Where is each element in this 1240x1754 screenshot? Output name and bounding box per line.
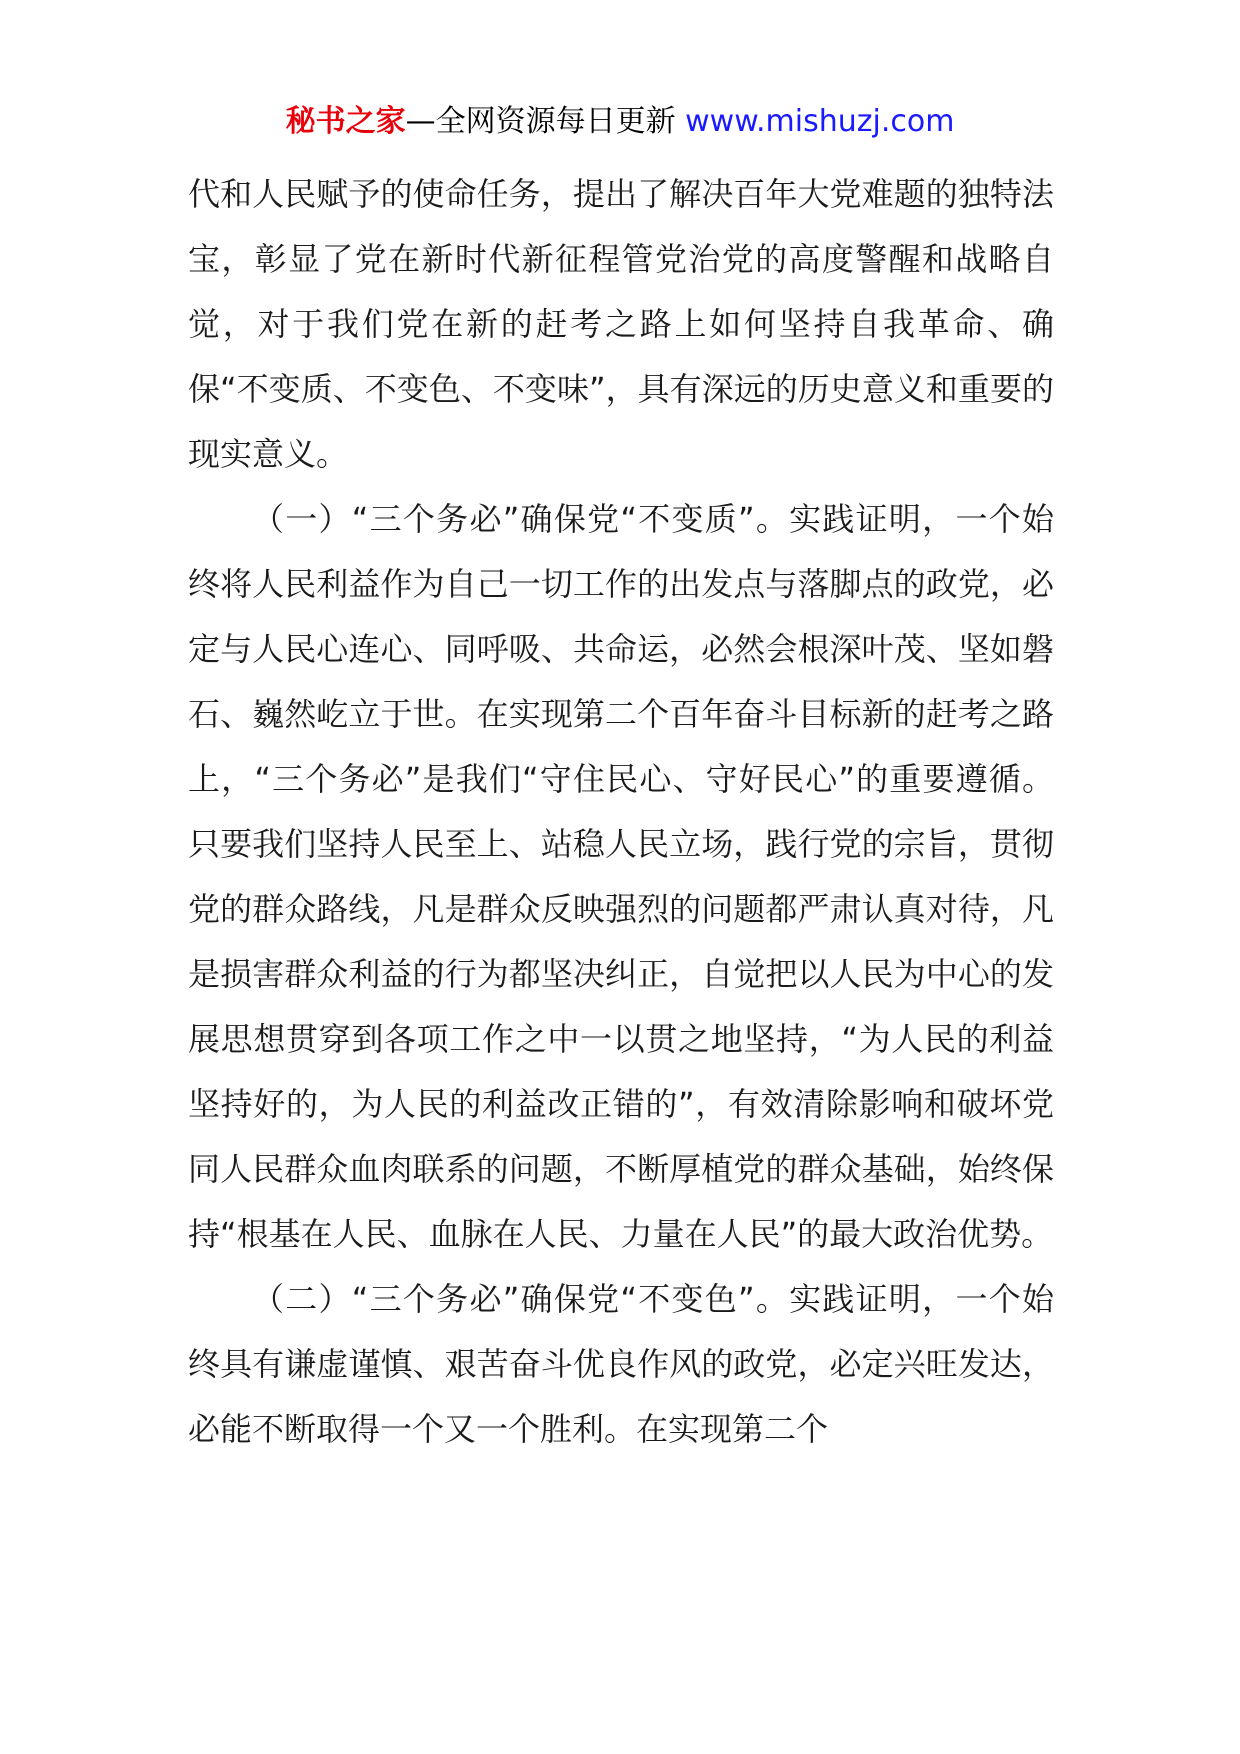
header-brand: 秘书之家	[285, 104, 406, 139]
paragraph-section-two: （二）“三个务必”确保党“不变色”。实践证明，一个始终具有谦虚谨慎、艰苦奋斗优良作风的政党，必定兴旺发达，必能不断取得一个又一个胜利。在实现第二个	[188, 1280, 1054, 1448]
document-body	[188, 162, 1054, 1462]
header-url-link[interactable]: www.mishuzj.com	[685, 104, 955, 139]
paragraph-section-one: （一）“三个务必”确保党“不变质”。实践证明，一个始终将人民利益作为自己一切工作的出发点与落脚点的政党，必定与人民心连心、同呼吸、共命运，必然会根深叶茂、坚如磐石、巍然屹立于世。在实现第二个百年奋斗目标新的赶考之路上，“三个务必”是我们“守住民心、守好民心”的重要遵循。只要我们坚持人民至上、站稳人民立场，践行党的宗旨，贯彻党的群众路线，凡是群众反映强烈的问题都严肃认真对待，凡是损害群众利益的行为都坚决纠正，自觉把以人民为中心的发展思想贯穿到各项工作之中一以贯之地坚持，“为人民的利益坚持好的，为人民的利益改正错的”，有效清除影响和破坏党同人民群众血肉联系的问题，不断厚植党的群众基础，始终保持“根基在人民、血脉在人民、力量在人民”的最大政治优势。	[188, 500, 1054, 1253]
page-header	[0, 100, 1240, 144]
paragraph-continuation: 代和人民赋予的使命任务，提出了解决百年大党难题的独特法宝，彰显了党在新时代新征程管党治党的高度警醒和战略自觉，对于我们党在新的赶考之路上如何坚持自我革命、确保“不变质、不变色、不变味”，具有深远的历史意义和重要的现实意义。	[188, 175, 1054, 473]
header-tagline: —全网资源每日更新	[405, 104, 676, 139]
